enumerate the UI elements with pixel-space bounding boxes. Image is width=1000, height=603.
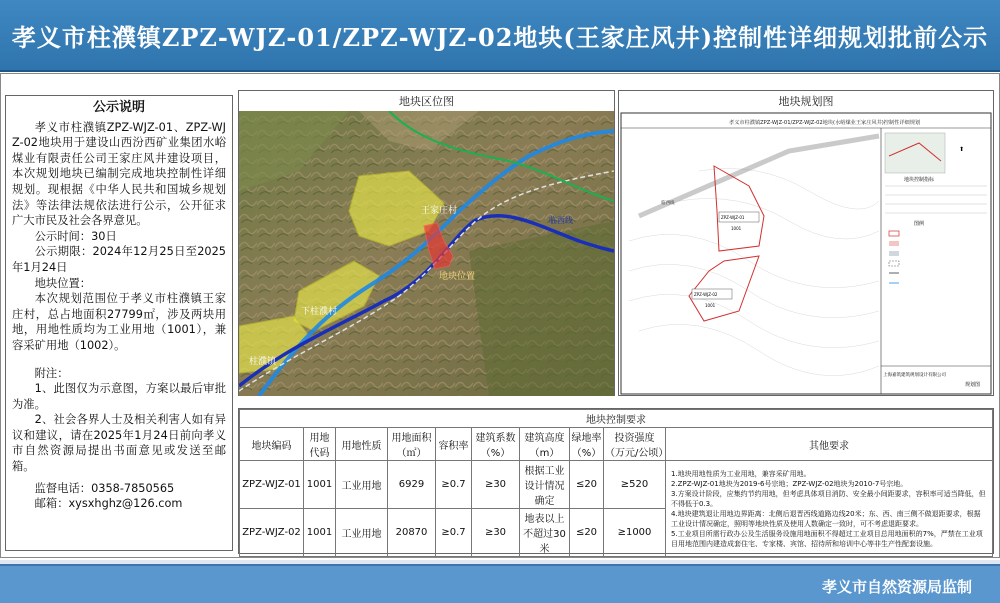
notice-phone: 监督电话：0358-7850565: [34, 481, 175, 495]
notice-email: 邮箱：xysxhghz@126.com: [34, 497, 183, 511]
cell-landcode: 1001: [304, 461, 336, 509]
cell-far: ≥0.7: [436, 461, 472, 509]
map-label-zhupu: 柱濮镇: [249, 357, 277, 367]
notice-location: 本次规划范围位于孝义市柱濮镇王家庄村，总占地面积27799㎡，涉及两块用地，用地性质均为工业用地（1001），兼容采矿用地（1002）。: [12, 292, 226, 352]
th-area: 用地面积（㎡）: [388, 428, 436, 461]
plan-legend-title: 地块控制指标: [903, 177, 935, 183]
other-req-4: 4.地块建筑退让用地边界距离：北侧后退晋西线道路边线20米；东、西、南三侧不做退距要求，根据工业设计情况确定，照明等地块性质及使用人数确定一致时，可不考虑退距要求。: [671, 509, 981, 528]
location-map-label: 地块区位图: [399, 95, 454, 108]
plan-map-label: 地块规划图: [778, 95, 834, 108]
plan-legend2-title: 图例: [913, 221, 925, 227]
cell-invest: ≥520: [604, 461, 666, 509]
th-nature: 用地性质: [336, 428, 388, 461]
footer-text: 孝义市自然资源局监制: [821, 578, 972, 596]
notice-remarks-label: 附注：: [34, 366, 69, 380]
cell-nature: 工业用地: [336, 509, 388, 557]
location-map-image: [239, 111, 614, 396]
other-req-2: 2.ZPZ-WJZ-01地块为2019-6号宗地；ZPZ-WJZ-02地块为2010-7号宗地。: [671, 479, 908, 488]
notice-dates: 公示期限：2024年12月25日至2025年1月24日: [12, 245, 226, 274]
parcel-01-code: 1001: [731, 226, 742, 231]
plan-company: 上海嘉筑建筑规划设计有限公司: [883, 373, 946, 378]
other-req-5: 5.工业项目所需行政办公及生活服务设施用地面积不得超过工业项目总用地面积的7%，严禁在工业项目用地范围内建造成套住宅、专家楼、宾馆、招待所和培训中心等非生产性配套设施。: [671, 529, 983, 548]
cell-coverage: ≥30: [472, 461, 520, 509]
th-other: 其他要求: [666, 428, 993, 461]
th-landcode: 用地代码: [304, 428, 336, 461]
cell-green: ≤20: [570, 509, 604, 557]
notice-period: 公示时间：30日: [34, 229, 117, 243]
plan-name: 规划图: [965, 382, 981, 388]
notice-location-label: 地块位置：: [34, 276, 92, 290]
plan-sheet-title: 孝义市柱濮镇ZPZ-WJZ-01/ZPZ-WJZ-02地块(水峪煤业王家庄风井)控制性详细规划: [729, 120, 921, 126]
north-arrow-icon: ⬆: [959, 146, 965, 153]
other-req-3: 3.方案设计阶段，应集约节约用地，但考虑具体项目消防、安全最小间距要求，容积率可适当降低，但不得低于0.3。: [671, 489, 986, 508]
cell-other-requirements: [666, 461, 993, 557]
cell-height: 根据工业设计情况确定: [520, 461, 570, 509]
th-green: 绿地率（%）: [570, 428, 604, 461]
plan-road-label: 临西线: [661, 201, 675, 206]
parcel-02-code: 1001: [705, 303, 716, 308]
table-title: 地块控制要求: [240, 410, 993, 428]
cell-area: 20870: [388, 509, 436, 557]
title-bar: [0, 0, 1000, 72]
cell-invest: ≥1000: [604, 509, 666, 557]
cell-coverage: ≥30: [472, 509, 520, 557]
th-far: 容积率: [436, 428, 472, 461]
th-invest: 投资强度（万元/公顷）: [604, 428, 666, 461]
notice-title: 公示说明: [92, 100, 145, 115]
map-label-road: 临西线: [549, 216, 573, 225]
map-label-wangjiazhuang: 王家庄村: [421, 206, 458, 216]
footer-bar: [0, 564, 1000, 603]
cell-far: ≥0.7: [436, 509, 472, 557]
parcel-02-label: ZPZ-WJZ-02: [694, 292, 718, 297]
table-header-row: [240, 428, 993, 461]
cell-height: 地表以上不超过30米: [520, 509, 570, 557]
cell-code: ZPZ-WJZ-01: [240, 461, 304, 509]
cell-area: 6929: [388, 461, 436, 509]
plan-map-image: [619, 111, 993, 396]
notice-panel: [5, 95, 233, 551]
cell-green: ≤20: [570, 461, 604, 509]
notice-remark-1: 1、此图仅为示意图，方案以最后审批为准。: [12, 382, 226, 411]
th-height: 建筑高度（m）: [520, 428, 570, 461]
th-code: 地块编码: [240, 428, 304, 461]
notice-body: 孝义市柱濮镇ZPZ-WJZ-01、ZPZ-WJZ-02地块用于建设山西汾西矿业集团水峪煤业有限责任公司王家庄风井建设项目，本次规划地块已编制完成地块控制性详细规划。现根据《中华人民共和国城乡规划法》等法律法规依法进行公示，公开征求广大市民及社会各界意见。: [12, 120, 226, 228]
th-coverage: 建筑系数（%）: [472, 428, 520, 461]
other-req-1: 1.地块用地性质为工业用地，兼容采矿用地。: [671, 469, 811, 478]
table-row: [240, 461, 993, 509]
cell-code: ZPZ-WJZ-02: [240, 509, 304, 557]
map-label-site: 地块位置: [439, 272, 476, 282]
notice-remark-2: 2、社会各界人士及相关利害人如有异议和建议，请在2025年1月24日前向孝义市自然资源局提出书面意见或发送至邮箱。: [12, 413, 226, 474]
cell-nature: 工业用地: [336, 461, 388, 509]
cell-landcode: 1001: [304, 509, 336, 557]
plan-map-panel: [618, 90, 994, 396]
location-map-panel: [238, 90, 615, 396]
control-requirements-table: [238, 408, 994, 554]
page-title: 孝义市柱濮镇ZPZ-WJZ-01/ZPZ-WJZ-02地块(王家庄风井)控制性详细规划批前公示: [11, 22, 989, 52]
parcel-01-label: ZPZ-WJZ-01: [721, 215, 745, 220]
map-label-xiazhupu: 下柱濮村: [301, 307, 338, 317]
